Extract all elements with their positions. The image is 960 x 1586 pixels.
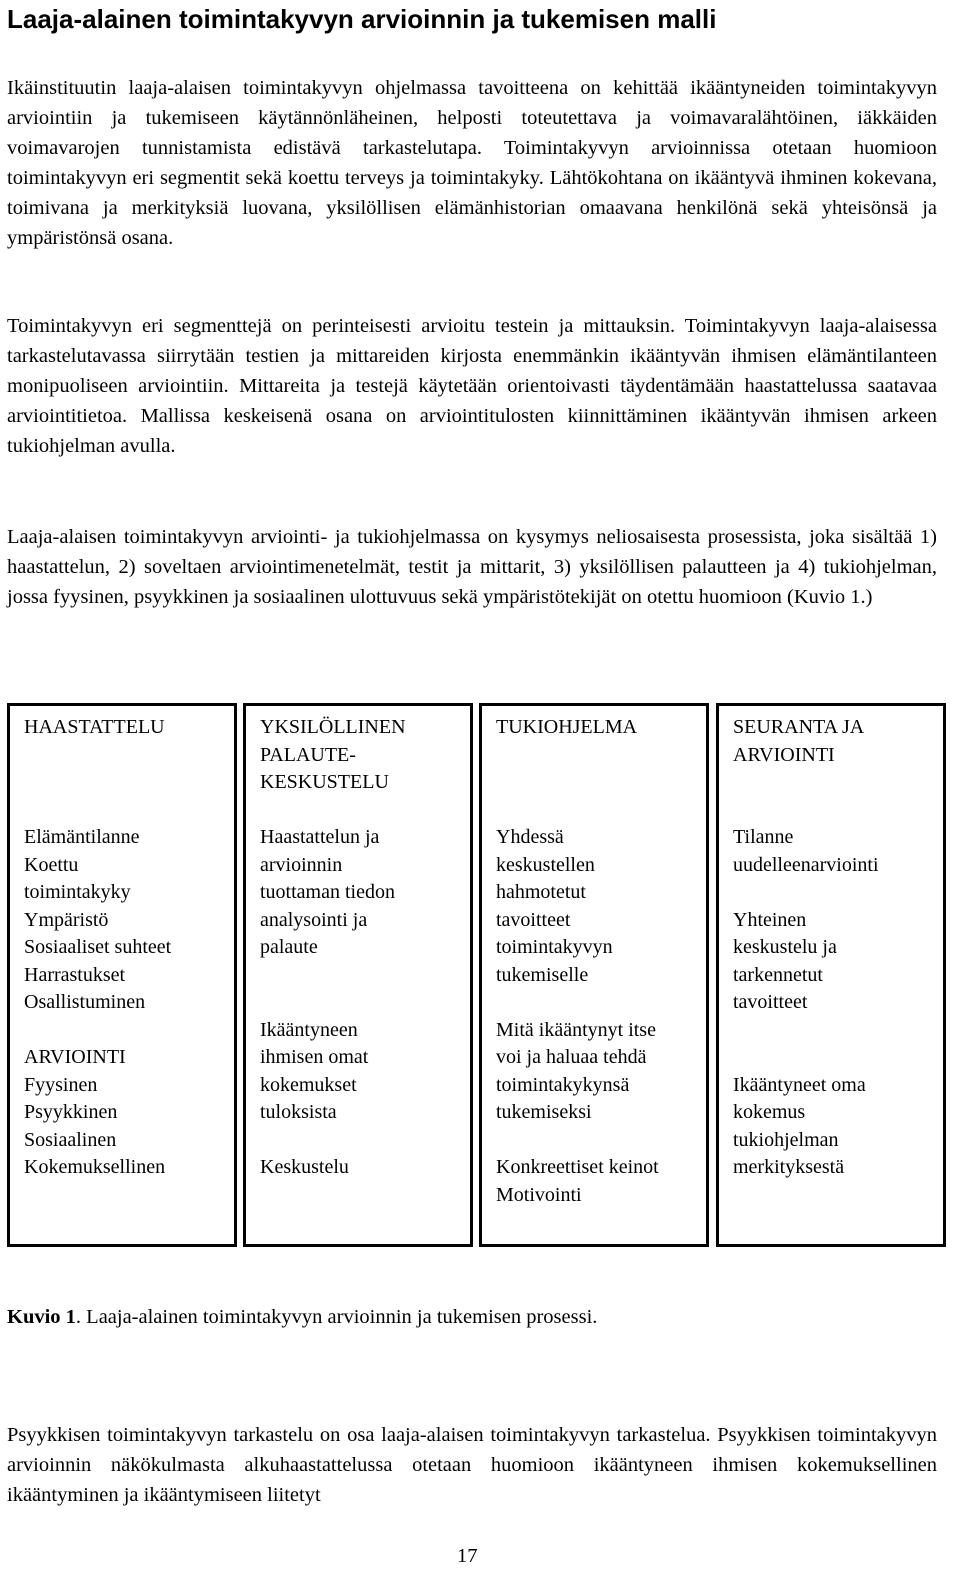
figure-box-support-program [479,703,709,1247]
figure-box-body: Haastattelun ja arvioinnin tuottaman tiedon analysointi ja palaute Ikääntyneen ihmisen omat kokemukset tuloksista Keskustelu [260,826,395,1178]
page-number: 17 [457,1545,478,1567]
figure-box-feedback [243,703,473,1247]
paragraph-3: Laaja-alaisen toimintakyvyn arviointi- ja tukiohjelmassa on kysymys neliosaisesta prosessista, joka sisältää 1) haastattelun, 2) soveltaen arviointimenetelmät, testit ja mittarit, 3) yksilöllisen palautteen ja 4) tukiohjelman, jossa fyysinen, psyykkinen ja sosiaalinen ulottuvuus sekä ympäristötekijät on otettu huomioon (Kuvio 1.) [7,526,937,608]
figure-box-title: YKSILÖLLINEN PALAUTE- KESKUSTELU [260,716,406,793]
page-title: Laaja-alainen toimintakyvyn arvioinnin ja tukemisen malli [7,4,717,34]
figure-box-body: Tilanne uudelleenarviointi Yhteinen keskustelu ja tarkennetut tavoitteet Ikääntyneet oma kokemus tukiohjelman merkityksestä [733,826,879,1178]
figure-box-title: HAASTATTELU [24,716,165,738]
figure-box-interview [7,703,237,1247]
paragraph-4: Psyykkisen toimintakyvyn tarkastelu on osa laaja-alaisen toimintakyvyn tarkastelua. Psyykkisen toimintakyvyn arvioinnin näkökulmasta alkuhaastattelussa otetaan huomioon ikääntyneen ihmisen kokemuksellinen ikääntyminen ja ikääntymiseen liitetyt [7,1424,937,1506]
paragraph-1: Ikäinstituutin laaja-alaisen toimintakyvyn ohjelmassa tavoitteena on kehittää ikääntyneiden toimintakyvyn arviointiin ja tukemiseen käytännönläheinen, helposti toteutettava ja voimavaralähtöinen, iäkkäiden voimavarojen tunnistamista edistävä tarkastelutapa. Toimintakyvyn arvioinnissa otetaan huomioon toimintakyvyn eri segmentit sekä koettu terveys ja toimintakyky. Lähtökohtana on ikääntyvä ihminen kokevana, toimivana ja merkityksiä luovana, yksilöllisen elämänhistorian omaavana henkilönä sekä yhteisönsä ja ympäristönsä osana. [7,77,937,249]
figure-box-title: SEURANTA JA ARVIOINTI [733,716,865,766]
figure-caption-text: . Laaja-alainen toimintakyvyn arvioinnin ja tukemisen prosessi. [75,1306,598,1328]
figure-box-follow-up [716,703,946,1247]
figure-caption-label: Kuvio 1 [7,1306,76,1328]
figure-box-title: TUKIOHJELMA [496,716,638,738]
figure-caption [7,1302,597,1332]
figure-box-body: Elämäntilanne Koettu toimintakyky Ympäristö Sosiaaliset suhteet Harrastukset Osallistuminen ARVIOINTI Fyysinen Psyykkinen Sosiaalinen Kokemuksellinen [24,826,172,1178]
process-figure [7,703,947,1253]
figure-box-body: Yhdessä keskustellen hahmotetut tavoitteet toimintakyvyn tukemiselle Mitä ikääntynyt itse voi ja haluaa tehdä toimintakykynsä tukemiseksi Konkreettiset keinot Motivointi [496,826,659,1206]
paragraph-2: Toimintakyvyn eri segmenttejä on perinteisesti arvioitu testein ja mittauksin. Toimintakyvyn laaja-alaisessa tarkastelutavassa siirrytään testien ja mittareiden kirjosta enemmänkin ikääntyvän ihmisen elämäntilanteen monipuoliseen arviointiin. Mittareita ja testejä käytetään orientoivasti täydentämään haastattelussa saatavaa arviointitietoa. Mallissa keskeisenä osana on arviointitulosten kiinnittäminen ikääntyvän ihmisen arkeen tukiohjelman avulla. [7,315,937,457]
